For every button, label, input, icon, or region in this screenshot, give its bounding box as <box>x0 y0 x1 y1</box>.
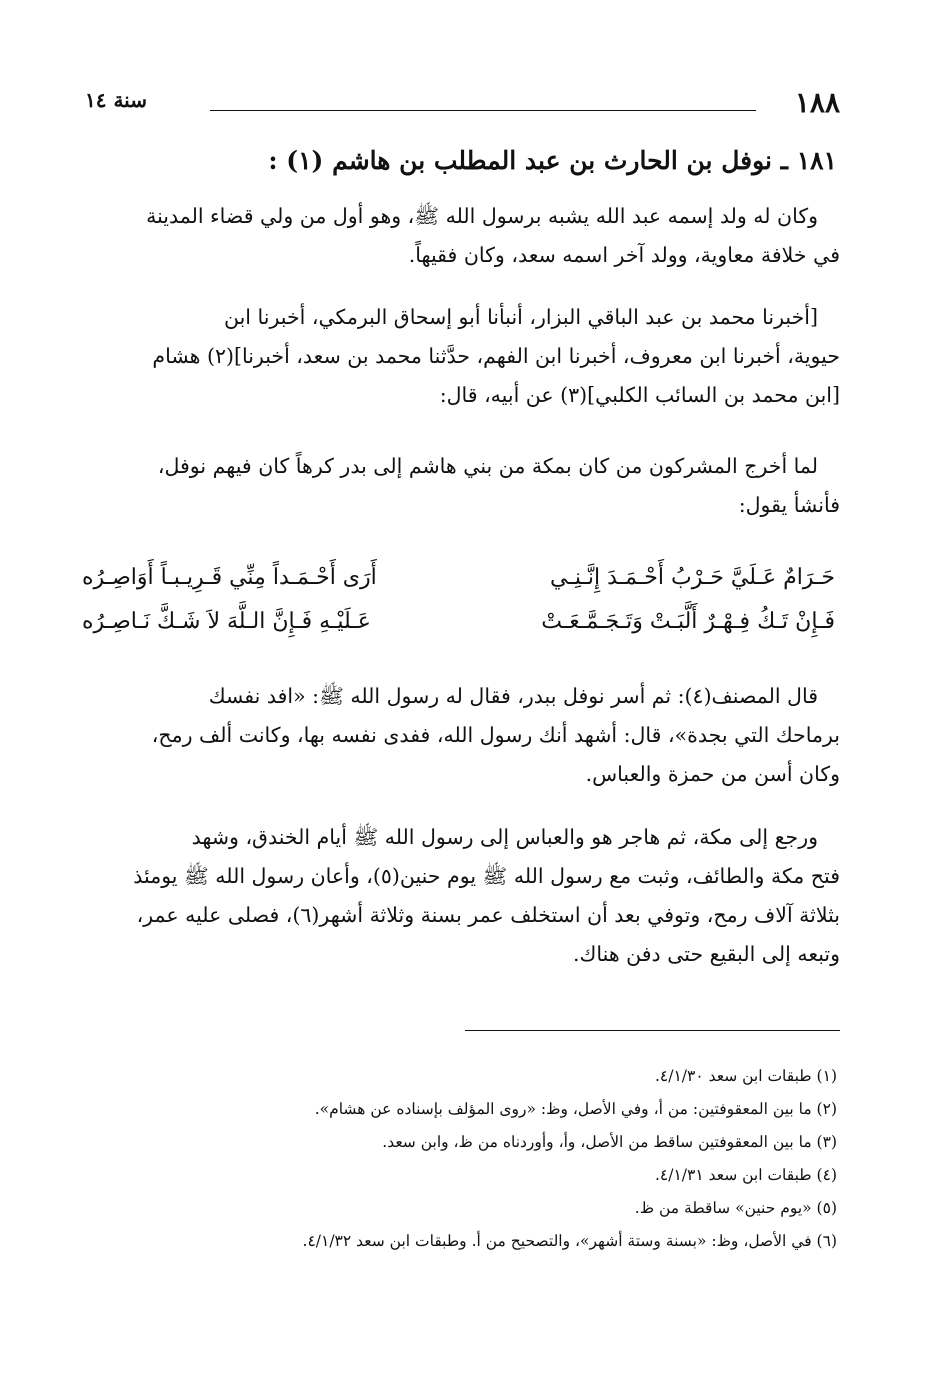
poem-verse <box>82 556 840 646</box>
footnotes <box>82 1060 837 1258</box>
page-header <box>85 86 840 122</box>
verse-hemistich: حَـرَامٌ عَـلَيَّ حَـرْبُ أَحْـمَـدَ إِنَّـنِـي <box>550 565 835 590</box>
verse-hemistich: فَـإِنْ تَـكُ فِـهْـرٌ أَلَّبَـتْ وَتَـجَـمَّـعَـتْ <box>541 609 835 634</box>
paragraph-isnad <box>82 298 840 415</box>
text-line: حيوية، أخبرنا ابن معروف، أخبرنا ابن الفهم، حدَّثنا محمد بن سعد، أخبرنا](٢) هشام <box>152 344 840 368</box>
running-head: سنة ١٤ <box>85 88 147 112</box>
text-line: وكان أسن من حمزة والعباس. <box>585 762 840 786</box>
text-line: وتبعه إلى البقيع حتى دفن هناك. <box>572 942 840 966</box>
page-number: ١٨٨ <box>794 86 840 119</box>
footnote: (٢) ما بين المعقوفتين: من أ، وفي الأصل، وظ: «روى المؤلف بإسناده عن هشام». <box>314 1100 837 1118</box>
footnote: (٤) طبقات ابن سعد ٤/١/٣١. <box>654 1166 837 1184</box>
text-line: فأنشأ يقول: <box>738 493 840 517</box>
verse-hemistich: عَـلَيْـهِ فَـإِنَّ الـلَّهَ لاَ شَـكَّ نَـاصِـرُه <box>82 609 371 634</box>
paragraph-3 <box>82 447 840 525</box>
text-line: بثلاثة آلاف رمح، وتوفي بعد أن استخلف عمر بسنة وثلاثة أشهر(٦)، فصلى عليه عمر، <box>136 903 840 927</box>
footnote-rule <box>465 1030 840 1031</box>
footnote: (١) طبقات ابن سعد ٤/١/٣٠. <box>654 1067 837 1085</box>
footnote: (٥) «يوم حنين» ساقطة من ظ. <box>634 1199 837 1217</box>
text-line: في خلافة معاوية، وولد آخر اسمه سعد، وكان فقيهاً. <box>408 243 840 267</box>
footnote: (٣) ما بين المعقوفتين ساقط من الأصل، وأ، وأوردناه من ظ، وابن سعد. <box>382 1133 837 1151</box>
header-rule <box>210 110 756 111</box>
paragraph-6 <box>82 818 840 974</box>
paragraph-1 <box>82 197 840 275</box>
entry-title: ١٨١ ـ نوفل بن الحارث بن عبد المطلب بن هاشم (١) : <box>268 146 837 175</box>
text-line: برماحك التي بجدة»، قال: أشهد أنك رسول الله، ففدى نفسه بها، وكانت ألف رمح، <box>151 723 840 747</box>
text-line: لما أخرج المشركون من كان بمكة من بني هاشم إلى بدر كرهاً كان فيهم نوفل، <box>157 454 818 478</box>
text-line: [أخبرنا محمد بن عبد الباقي البزار، أنبأنا أبو إسحاق البرمكي، أخبرنا ابن <box>223 305 818 329</box>
text-line: ورجع إلى مكة، ثم هاجر هو والعباس إلى رسول الله ﷺ أيام الخندق، وشهد <box>191 825 818 849</box>
text-line: قال المصنف(٤): ثم أسر نوفل ببدر، فقال له رسول الله ﷺ: «افد نفسك <box>208 684 818 708</box>
text-line: فتح مكة والطائف، وثبت مع رسول الله ﷺ يوم حنين(٥)، وأعان رسول الله ﷺ يومئذ <box>133 864 840 888</box>
footnote: (٦) في الأصل، وظ: «بسنة وستة أشهر»، والتصحيح من أ. وطبقات ابن سعد ٤/١/٣٢. <box>302 1232 837 1250</box>
verse-hemistich: أَرَى أَحْـمَـداً مِنِّي قَـرِيـبـاً أَوَاصِـرُه <box>82 565 377 590</box>
paragraph-5 <box>82 677 840 794</box>
text-line: [ابن محمد بن السائب الكلبي](٣) عن أبيه، قال: <box>439 383 840 407</box>
text-line: وكان له ولد إسمه عبد الله يشبه برسول الله ﷺ، وهو أول من ولي قضاء المدينة <box>146 204 818 228</box>
